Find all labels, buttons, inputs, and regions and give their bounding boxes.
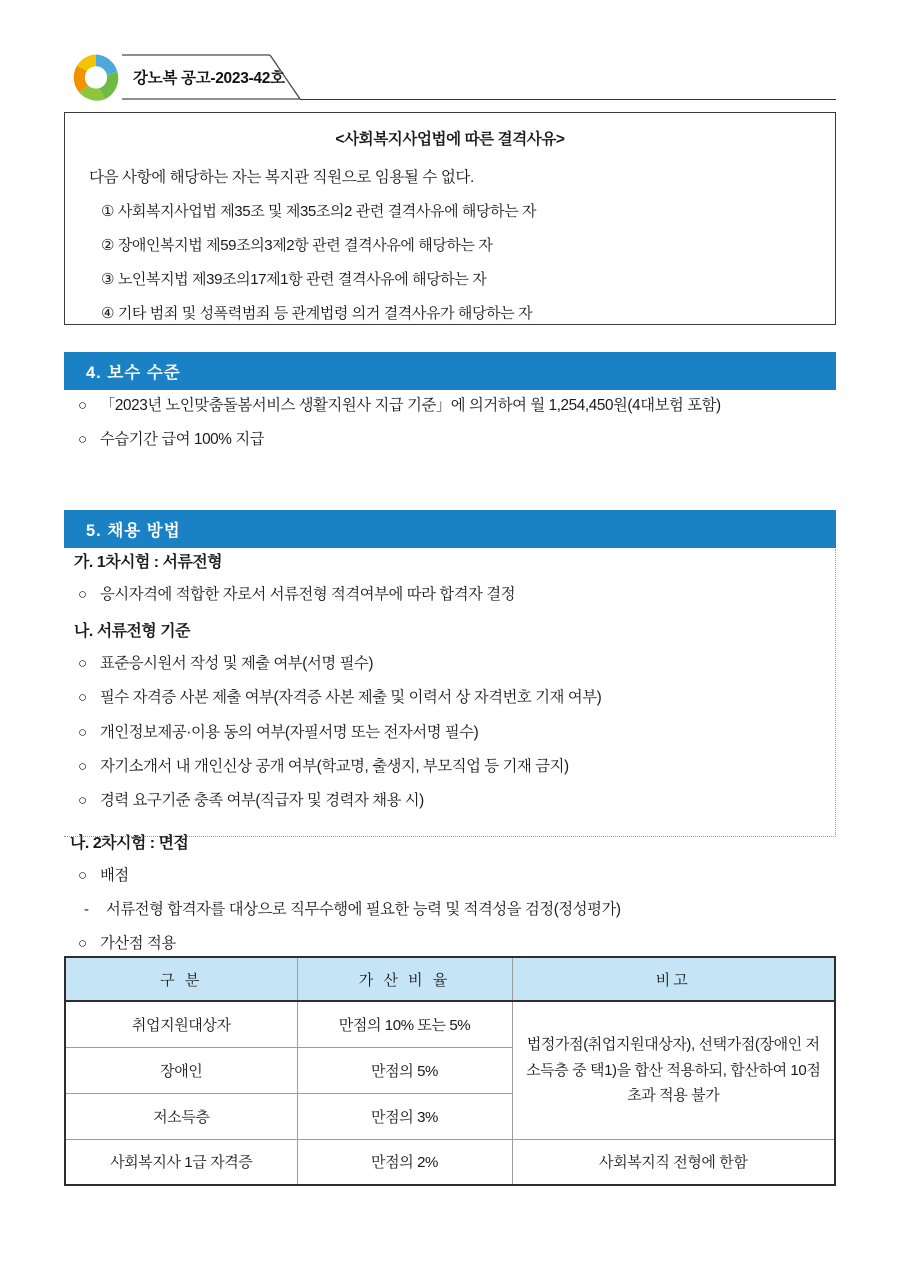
bullet-item: [64, 429, 836, 451]
column-header-ratio: 가 산 비 율: [297, 957, 512, 1001]
notice-item: ③ 노인복지법 제39조의17제1항 관련 결격사유에 해당하는 자: [101, 271, 487, 288]
bullet-text: 표준응시원서 작성 및 제출 여부(서명 필수): [100, 655, 374, 673]
notice-box-lead: 다음 사항에 해당하는 자는 복지관 직원으로 임용될 수 없다.: [89, 169, 474, 186]
cell-ratio: 만점의 5%: [297, 1047, 512, 1093]
cell-category: 사회복지사 1급 자격증: [65, 1139, 297, 1185]
cell-ratio: 만점의 2%: [297, 1139, 512, 1185]
cell-ratio: 만점의 10% 또는 5%: [297, 1001, 512, 1047]
table-row: [65, 1001, 835, 1047]
notice-number-label: 강노복 공고-2023-42호: [133, 70, 285, 87]
circle-bullet-icon: ○: [78, 586, 87, 603]
circle-bullet-icon: ○: [78, 655, 87, 673]
circle-bullet-icon: ○: [78, 867, 87, 884]
circle-bullet-icon: ○: [78, 689, 87, 707]
second-exam-content: [64, 830, 836, 968]
notice-item: ② 장애인복지법 제59조의3제2항 관련 결격사유에 해당하는 자: [101, 237, 493, 254]
notice-box-title: <사회복지사업법에 따른 결격사유>: [335, 131, 565, 148]
dash-bullet-icon: -: [84, 901, 89, 919]
circle-bullet-icon: ○: [78, 431, 87, 449]
table-row: [65, 1139, 835, 1185]
cell-category: 장애인: [65, 1047, 297, 1093]
table-body: [65, 1001, 835, 1185]
bullet-text: 자기소개서 내 개인신상 공개 여부(학교명, 출생지, 부모직업 등 기재 금지): [100, 757, 569, 775]
cell-ratio: 만점의 3%: [297, 1093, 512, 1139]
sub-heading-second-exam: 나. 2차시험 : 면접: [70, 835, 189, 852]
bullet-text: 가산점 적용: [100, 935, 176, 953]
bullet-text: 필수 자격증 사본 제출 여부(자격증 사본 제출 및 이력서 상 자격번호 기재 여부): [100, 689, 602, 707]
dash-text: 서류전형 합격자를 대상으로 직무수행에 필요한 능력 및 적격성을 검정(정성평가): [106, 901, 621, 919]
bullet-text: 수습기간 급여 100% 지급: [100, 431, 265, 449]
bonus-points-table: [64, 956, 836, 1186]
notice-item: ④ 기타 범죄 및 성폭력범죄 등 관계법령 의거 결격사유가 해당하는 자: [101, 305, 533, 322]
notice-item: ① 사회복지사업법 제35조 및 제35조의2 관련 결격사유에 해당하는 자: [101, 203, 537, 220]
bullet-item: [64, 584, 835, 606]
bullet-item: [64, 933, 836, 955]
bullet-item: [64, 865, 836, 887]
circle-bullet-icon: ○: [78, 935, 87, 953]
document-header: [0, 48, 900, 110]
table-head: [65, 957, 835, 1001]
circle-bullet-icon: ○: [78, 723, 87, 741]
cell-category: 취업지원대상자: [65, 1001, 297, 1047]
table-header-row: [65, 957, 835, 1001]
section-header-compensation: 4. 보수 수준: [64, 352, 836, 390]
bullet-item: [64, 395, 836, 417]
bullet-item: [64, 687, 835, 709]
dash-item: [64, 899, 836, 921]
disqualification-notice-box: [64, 112, 836, 325]
bullet-text: 배점: [100, 867, 129, 884]
bullet-text: 응시자격에 적합한 자로서 서류전형 적격여부에 따라 합격자 결정: [100, 586, 516, 603]
section-4-content: [64, 395, 836, 463]
bullet-item: [64, 756, 835, 778]
cell-category: 저소득층: [65, 1093, 297, 1139]
circle-bullet-icon: ○: [78, 397, 87, 414]
bullet-text: 경력 요구기준 충족 여부(직급자 및 경력자 채용 시): [100, 791, 424, 809]
sub-heading-screening-criteria: 나. 서류전형 기준: [74, 623, 190, 641]
cell-note: 사회복지직 전형에 한함: [512, 1139, 835, 1185]
bullet-item: [64, 790, 835, 812]
bullet-item: [64, 722, 835, 744]
bullet-text: 「2023년 노인맞춤돌봄서비스 생활지원사 지급 기준」에 의거하여 월 1,254,450원(4대보험 포함): [100, 397, 721, 414]
bullet-item: [64, 653, 835, 675]
circle-bullet-icon: ○: [78, 757, 87, 775]
section-5-content: [64, 549, 836, 837]
sub-heading-first-exam: 가. 1차시험 : 서류전형: [74, 554, 223, 571]
column-header-note: 비고: [512, 957, 835, 1001]
circle-bullet-icon: ○: [78, 791, 87, 809]
section-header-recruitment-method: 5. 채용 방법: [64, 510, 836, 548]
header-rule-divider: [300, 99, 836, 100]
circular-swirl-logo-icon: [68, 50, 124, 106]
cell-note-merged: 법정가점(취업지원대상자), 선택가점(장애인 저소득층 중 택1)을 합산 적용하되, 합산하여 10점 초과 적용 불가: [512, 1001, 835, 1139]
bullet-text: 개인정보제공·이용 동의 여부(자필서명 또는 전자서명 필수): [100, 723, 479, 741]
column-header-category: 구 분: [65, 957, 297, 1001]
